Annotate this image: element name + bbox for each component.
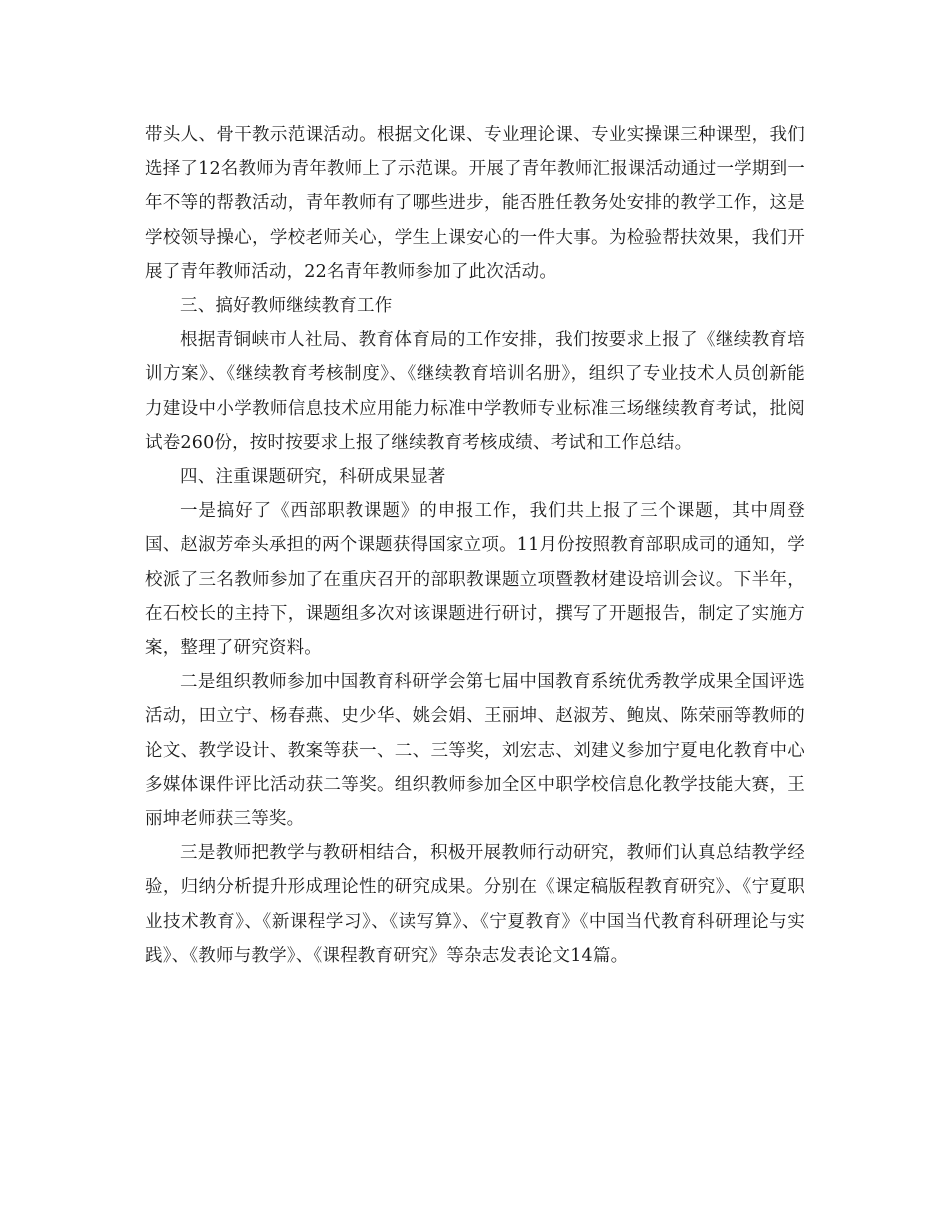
paragraph-continuing-education: 根据青铜峡市人社局、教育体育局的工作安排，我们按要求上报了《继续教育培训方案》、《继续教育考核制度》、《继续教育培训名册》，组织了专业技术人员创新能力建设中小学教师信息技术应用能力标准中学教师专业标准三场继续教育考试，批阅试卷260份，按时按要求上报了继续教育考核成绩、考试和工作总结。	[145, 330, 805, 453]
paragraph-continuation: 带头人、骨干教示范课活动。根据文化课、专业理论课、专业实操课三种课型，我们选择了12名教师为青年教师上了示范课。开展了青年教师汇报课活动通过一学期到一年不等的帮教活动，青年教师有了哪些进步，能否胜任教务处安排的教学工作，这是学校领导操心，学校老师关心，学生上课安心的一件大事。为检验帮扶效果，我们开展了青年教师活动，22名青年教师参加了此次活动。	[145, 125, 805, 282]
paragraph-awards: 二是组织教师参加中国教育科研学会第七届中国教育系统优秀教学成果全国评选活动，田立宁、杨春燕、史少华、姚会娟、王丽坤、赵淑芳、鲍岚、陈荣丽等教师的论文、教学设计、教案等获一、二、三等奖，刘宏志、刘建义参加宁夏电化教育中心多媒体课件评比活动获二等奖。组织教师参加全区中职学校信息化教学技能大赛，王丽坤老师获三等奖。	[145, 672, 805, 830]
paragraph-research-projects: 一是搞好了《西部职教课题》的申报工作，我们共上报了三个课题，其中周登国、赵淑芳牵头承担的两个课题获得国家立项。11月份按照教育部职成司的通知，学校派了三名教师参加了在重庆召开的部职教课题立项暨教材建设培训会议。下半年，在石校长的主持下，课题组多次对该课题进行研讨，撰写了开题报告，制定了实施方案，整理了研究资料。	[145, 501, 805, 659]
section-heading-continuing-education: 三、搞好教师继续教育工作	[180, 296, 393, 317]
paragraph-publications: 三是教师把教学与教研相结合，积极开展教师行动研究，教师们认真总结教学经验，归纳分析提升形成理论性的研究成果。分别在《课定稿版程教育研究》、《宁夏职业技术教育》、《新课程学习》、《读写算》、《宁夏教育》《中国当代教育科研理论与实践》、《教师与教学》、《课程教育研究》等杂志发表论文14篇。	[145, 843, 805, 966]
document-body	[145, 118, 805, 973]
section-heading-research: 四、注重课题研究，科研成果显著	[180, 467, 446, 488]
